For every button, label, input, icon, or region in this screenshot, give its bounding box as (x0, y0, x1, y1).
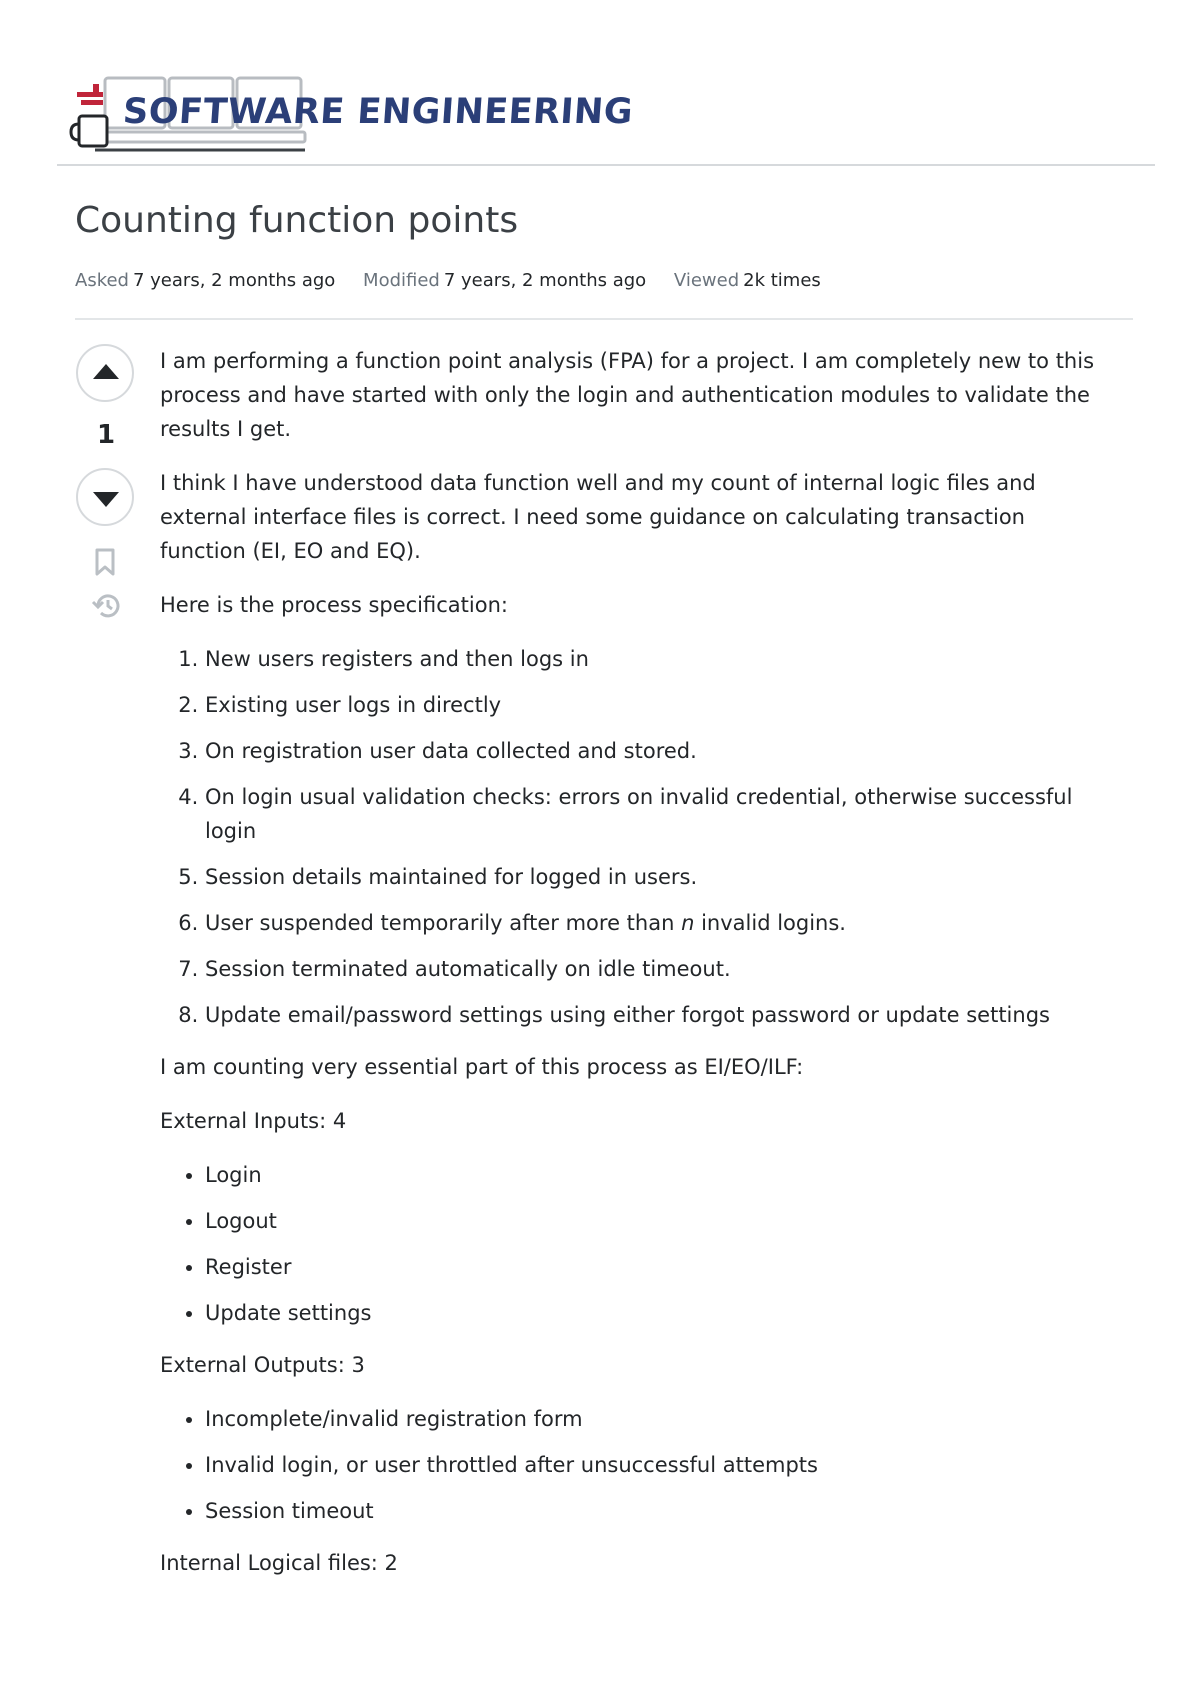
list-item: • Invalid login, or user throttled after unsuccessful attempts (205, 1448, 1100, 1482)
modified-info (363, 270, 652, 291)
question-meta (75, 270, 843, 291)
modified-label: Modified (363, 270, 440, 291)
spec-item-6 (205, 906, 1100, 940)
spec-item: 4. On login usual validation checks: errors on invalid credential, otherwise successful login (205, 780, 1100, 848)
bookmark-icon[interactable] (94, 548, 116, 576)
site-logo[interactable] (65, 72, 635, 156)
data-function-paragraph: I think I have understood data function well and my count of internal logic files and external interface files is correct. I need some guidance on calculating transaction function (EI, EO and EQ). (160, 471, 1036, 563)
downvote-button[interactable] (76, 468, 134, 526)
post-body (160, 344, 1100, 1600)
spec-item: 2. Existing user logs in directly (205, 688, 1100, 722)
vote-count: 1 (96, 420, 116, 450)
spec-item-6-variable: n (681, 911, 695, 935)
external-inputs-list (160, 1158, 1100, 1330)
list-item: • Session timeout (205, 1494, 1100, 1528)
upvote-button[interactable] (76, 344, 134, 402)
external-outputs-heading: External Outputs: 3 (160, 1353, 365, 1377)
asked-value[interactable]: 7 years, 2 months ago (132, 270, 336, 291)
viewed-value: 2k times (743, 270, 821, 291)
spec-item: 5. Session details maintained for logged in users. (205, 860, 1100, 894)
spec-item: 3. On registration user data collected and stored. (205, 734, 1100, 768)
list-item: • Update settings (205, 1296, 1100, 1330)
spec-item: 1. New users registers and then logs in (205, 642, 1100, 676)
asked-label: Asked (75, 270, 129, 291)
intro-paragraph: I am performing a function point analysis (FPA) for a project. I am completely new to this process and have started with only the login and authentication modules to validate the results I get. (160, 349, 1095, 441)
meta-divider (75, 318, 1133, 320)
viewed-label: Viewed (673, 270, 740, 291)
history-icon[interactable] (90, 592, 122, 620)
counting-paragraph: I am counting very essential part of this process as EI/EO/ILF: (160, 1055, 804, 1079)
list-item: • Incomplete/invalid registration form (205, 1402, 1100, 1436)
spec-item-6-text: User suspended temporarily after more than (205, 911, 675, 935)
arrow-up-icon (93, 364, 119, 379)
list-item: • Login (205, 1158, 1100, 1192)
asked-info (75, 270, 341, 291)
internal-logical-files-heading: Internal Logical files: 2 (160, 1551, 398, 1575)
list-item: • Logout (205, 1204, 1100, 1238)
external-inputs-heading: External Inputs: 4 (160, 1109, 347, 1133)
question-title[interactable]: Counting function points (75, 200, 519, 241)
spec-item: 8. Update email/password settings using either forgot password or update settings (205, 998, 1100, 1032)
viewed-info (674, 270, 821, 291)
list-item: • Register (205, 1250, 1100, 1284)
arrow-down-icon (93, 492, 119, 507)
logo-text: SOFTWARE ENGINEERING (121, 92, 635, 132)
spec-item-6-tail: invalid logins. (701, 911, 846, 935)
site-header (57, 60, 1155, 166)
spec-list (160, 642, 1100, 1032)
external-outputs-list (160, 1402, 1100, 1528)
spec-heading: Here is the process specification: (160, 593, 508, 617)
modified-value[interactable]: 7 years, 2 months ago (443, 270, 647, 291)
spec-item: 7. Session terminated automatically on idle timeout. (205, 952, 1100, 986)
